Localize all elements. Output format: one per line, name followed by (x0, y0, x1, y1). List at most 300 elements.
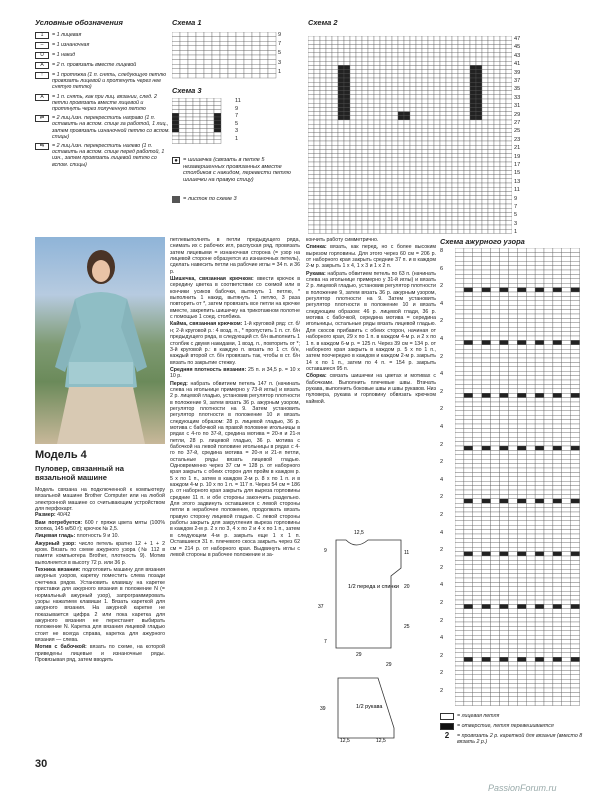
chart-cell (571, 279, 580, 283)
chart-cell (571, 459, 580, 463)
chart-cell (416, 208, 422, 212)
chart-cell (434, 120, 440, 124)
chart-cell (314, 154, 320, 158)
chart-cell (535, 508, 544, 512)
chart-cell (464, 141, 470, 145)
chart-cell (494, 112, 500, 116)
chart-cell (491, 270, 500, 274)
chart-cell (544, 446, 553, 450)
chart-cell (200, 125, 207, 129)
chart-cell (544, 296, 553, 300)
chart-cell (571, 552, 580, 556)
chart-cell (392, 95, 398, 99)
chart-cell (553, 248, 562, 252)
legend-item (35, 62, 170, 69)
chart-cell (446, 204, 452, 208)
chart-cell (386, 103, 392, 107)
chart-cell (326, 78, 332, 82)
chart-cell (326, 120, 332, 124)
chart-cell (464, 128, 470, 132)
chart-cell (368, 175, 374, 179)
chart-cell (362, 95, 368, 99)
chart-cell (482, 257, 491, 261)
chart-cell (482, 534, 491, 538)
chart-cell (244, 50, 252, 55)
chart-cell (476, 44, 482, 48)
chart-cell (476, 61, 482, 65)
chart-cell (434, 183, 440, 187)
chart-cell (320, 107, 326, 111)
chart-cell (508, 450, 517, 454)
chart-cell (553, 543, 562, 547)
chart-cell (428, 196, 434, 200)
chart-cell (562, 411, 571, 415)
chart-cell (440, 36, 446, 40)
chart-cell (464, 266, 473, 270)
chart-cell (470, 141, 476, 145)
chart-cell (488, 217, 494, 221)
chart-cell (458, 120, 464, 124)
chart-cell (332, 99, 338, 103)
chart-cell (544, 358, 553, 362)
chart-cell (500, 596, 509, 600)
chart-cell (500, 314, 509, 318)
chart-cell (398, 183, 404, 187)
chart-cell (464, 644, 473, 648)
row-label: 35 (514, 86, 521, 93)
chart-cell (338, 204, 344, 208)
chart-cell (571, 428, 580, 432)
chart-cell (410, 217, 416, 221)
chart-cell (326, 112, 332, 116)
chart-cell (482, 78, 488, 82)
chart-cell (320, 187, 326, 191)
chart-cell (356, 36, 362, 40)
chart-cell (491, 248, 500, 252)
chart-cell (491, 362, 500, 366)
chart-cell (455, 486, 464, 490)
chart-cell (562, 279, 571, 283)
chart-cell (332, 103, 338, 107)
chart-cell (228, 46, 236, 51)
chart-cell (562, 296, 571, 300)
chart-cell (416, 204, 422, 208)
chart-cell (508, 574, 517, 578)
paragraph-heading: Сборка: (306, 373, 327, 380)
chart-cell (344, 99, 350, 103)
chart-cell (338, 103, 344, 107)
chart-cell (386, 179, 392, 183)
chart-cell (488, 145, 494, 149)
chart-cell (553, 464, 562, 468)
chart-cell (332, 149, 338, 153)
chart-cell (476, 141, 482, 145)
chart-cell (476, 99, 482, 103)
chart-cell (308, 149, 314, 153)
bobble-note: = шишечка (связать в петле 5 незавершенных провязанных вместе столбиков с накидом, перевести петлю шишечки на правую спицу) (183, 157, 291, 183)
chart-cell (207, 128, 214, 132)
chart-cell (488, 107, 494, 111)
chart-cell (562, 516, 571, 520)
chart-cell (326, 70, 332, 74)
chart-cell (544, 679, 553, 683)
chart-cell (500, 521, 509, 525)
chart-cell (440, 141, 446, 145)
chart-cell (535, 613, 544, 617)
chart-cell (422, 112, 428, 116)
chart-cell (308, 179, 314, 183)
chart-cell (488, 128, 494, 132)
chart-cell (338, 212, 344, 216)
chart-cell (571, 508, 580, 512)
chart-cell (535, 635, 544, 639)
chart-cell (571, 701, 580, 705)
chart-cell (482, 653, 491, 657)
chart-cell (571, 609, 580, 613)
chart-cell (188, 41, 196, 46)
chart-cell (491, 393, 500, 397)
chart-cell (314, 200, 320, 204)
chart-cell (422, 200, 428, 204)
chart-cell (455, 340, 464, 344)
chart-cell (482, 323, 491, 327)
paragraph (35, 512, 165, 518)
chart-cell (356, 221, 362, 225)
chart-cell (207, 98, 214, 102)
chart-cell (500, 508, 509, 512)
scheme1-title: Схема 1 (172, 18, 202, 27)
chart-cell (571, 538, 580, 542)
chart-cell (464, 459, 473, 463)
chart-cell (482, 428, 491, 432)
chart-cell (500, 367, 509, 371)
chart-cell (362, 175, 368, 179)
chart-cell (374, 91, 380, 95)
chart-cell (332, 217, 338, 221)
chart-cell (308, 229, 314, 233)
dimension-label: 12,5 (354, 530, 364, 536)
chart-cell (172, 128, 179, 132)
chart-cell (508, 582, 517, 586)
chart-cell (455, 301, 464, 305)
chart-cell (392, 187, 398, 191)
chart-cell (422, 187, 428, 191)
chart-cell (362, 133, 368, 137)
chart-cell (368, 183, 374, 187)
chart-cell (544, 279, 553, 283)
chart-cell (236, 69, 244, 74)
chart-cell (535, 578, 544, 582)
chart-cell (476, 204, 482, 208)
chart-cell (482, 494, 491, 498)
chart-cell (422, 221, 428, 225)
chart-cell (320, 49, 326, 53)
chart-cell (562, 688, 571, 692)
paragraph (35, 541, 165, 566)
chart-cell (338, 112, 344, 116)
chart-cell (491, 477, 500, 481)
chart-cell (491, 472, 500, 476)
chart-cell (562, 318, 571, 322)
stitch-symbol-icon: – (35, 42, 49, 49)
chart-cell (571, 587, 580, 591)
chart-cell (535, 622, 544, 626)
chart-cell (374, 145, 380, 149)
chart-cell (410, 53, 416, 57)
chart-cell (380, 166, 386, 170)
chart-cell (464, 70, 470, 74)
chart-cell (332, 44, 338, 48)
chart-cell (464, 530, 473, 534)
chart-cell (464, 631, 473, 635)
chart-cell (452, 191, 458, 195)
chart-cell (374, 212, 380, 216)
chart-cell (368, 112, 374, 116)
row-label: 1 (514, 229, 518, 236)
chart-cell (446, 145, 452, 149)
chart-cell (200, 132, 207, 136)
chart-cell (344, 204, 350, 208)
chart-cell (562, 428, 571, 432)
chart-cell (571, 266, 580, 270)
chart-cell (508, 640, 517, 644)
chart-cell (535, 323, 544, 327)
chart-cell (314, 86, 320, 90)
chart-cell (446, 53, 452, 57)
chart-cell (344, 86, 350, 90)
chart-cell (535, 534, 544, 538)
chart-cell (356, 74, 362, 78)
chart-cell (470, 91, 476, 95)
chart-cell (500, 124, 506, 128)
chart-cell (508, 666, 517, 670)
chart-cell (434, 154, 440, 158)
chart-cell (526, 472, 535, 476)
chart-cell (464, 323, 473, 327)
chart-cell (544, 543, 553, 547)
chart-cell (179, 98, 186, 102)
chart-cell (464, 587, 473, 591)
chart-cell (544, 670, 553, 674)
chart-cell (326, 212, 332, 216)
chart-cell (362, 91, 368, 95)
row-label: 33 (514, 94, 521, 101)
paragraph-body: 25 п. и 34,5 р. = 10 x 10 р. (170, 366, 300, 380)
chart-cell (172, 37, 180, 42)
chart-cell (526, 486, 535, 490)
chart-cell (482, 248, 491, 252)
chart-cell (186, 117, 193, 121)
chart-cell (553, 591, 562, 595)
chart-cell (482, 270, 491, 274)
chart-cell (571, 446, 580, 450)
chart-cell (446, 112, 452, 116)
chart-cell (362, 74, 368, 78)
chart-cell (416, 200, 422, 204)
chart-cell (464, 149, 470, 153)
chart-cell (422, 179, 428, 183)
chart-cell (500, 283, 509, 287)
chart-cell (220, 64, 228, 69)
text-column-1 (35, 487, 165, 732)
chart-cell (553, 437, 562, 441)
chart-cell (422, 183, 428, 187)
chart-cell (392, 141, 398, 145)
stitch-symbol-icon: ⇄ (35, 115, 49, 122)
chart-cell (508, 587, 517, 591)
chart-cell (500, 229, 506, 233)
chart-cell (428, 112, 434, 116)
chart-cell (398, 61, 404, 65)
chart-cell (562, 450, 571, 454)
chart-cell (488, 112, 494, 116)
chart-cell (326, 170, 332, 174)
chart-cell (455, 371, 464, 375)
chart-cell (338, 128, 344, 132)
chart-cell (526, 292, 535, 296)
chart-cell (562, 354, 571, 358)
chart-cell (416, 65, 422, 69)
chart-cell (446, 225, 452, 229)
chart-cell (500, 200, 506, 204)
chart-cell (500, 279, 509, 283)
sleeve-label: 1/2 рукава (356, 704, 383, 710)
chart-cell (491, 675, 500, 679)
chart-cell (508, 565, 517, 569)
chart-cell (356, 133, 362, 137)
chart-cell (476, 179, 482, 183)
chart-cell (482, 128, 488, 132)
chart-cell (508, 266, 517, 270)
chart-cell (440, 99, 446, 103)
chart-cell (455, 578, 464, 582)
chart-cell (517, 455, 526, 459)
chart-cell (338, 133, 344, 137)
chart-cell (410, 212, 416, 216)
chart-cell (464, 288, 473, 292)
chart-cell (422, 208, 428, 212)
chart-cell (308, 154, 314, 158)
chart-cell (434, 141, 440, 145)
chart-cell (553, 442, 562, 446)
chart-cell (562, 587, 571, 591)
chart-cell (500, 538, 509, 542)
chart-cell (416, 133, 422, 137)
chart-cell (464, 345, 473, 349)
chart-cell (455, 587, 464, 591)
chart-cell (196, 55, 204, 60)
chart-cell (356, 179, 362, 183)
chart-cell (422, 86, 428, 90)
chart-cell (464, 124, 470, 128)
chart-cell (544, 459, 553, 463)
chart-cell (482, 170, 488, 174)
chart-cell (506, 112, 512, 116)
chart-cell (464, 283, 473, 287)
chart-cell (392, 204, 398, 208)
chart-cell (260, 60, 268, 65)
chart-cell (553, 613, 562, 617)
chart-cell (314, 145, 320, 149)
chart-cell (410, 40, 416, 44)
chart-cell (482, 631, 491, 635)
chart-cell (500, 411, 509, 415)
chart-cell (494, 217, 500, 221)
chart-cell (464, 424, 473, 428)
chart-cell (473, 310, 482, 314)
chart-cell (446, 154, 452, 158)
chart-cell (416, 120, 422, 124)
chart-cell (344, 128, 350, 132)
chart-cell (350, 187, 356, 191)
chart-cell (562, 371, 571, 375)
chart-cell (320, 145, 326, 149)
chart-cell (517, 670, 526, 674)
chart-cell (392, 183, 398, 187)
chart-cell (562, 538, 571, 542)
chart-cell (571, 252, 580, 256)
chart-cell (508, 336, 517, 340)
chart-cell (452, 78, 458, 82)
chart-cell (422, 53, 428, 57)
chart-cell (416, 196, 422, 200)
chart-cell (308, 78, 314, 82)
chart-cell (500, 95, 506, 99)
chart-cell (374, 225, 380, 229)
chart-cell (398, 49, 404, 53)
chart-cell (526, 578, 535, 582)
chart-cell (464, 274, 473, 278)
chart-cell (464, 57, 470, 61)
chart-cell (196, 32, 204, 37)
chart-cell (386, 40, 392, 44)
chart-cell (172, 32, 180, 37)
chart-cell (455, 499, 464, 503)
chart-cell (562, 662, 571, 666)
chart-cell (410, 103, 416, 107)
chart-cell (464, 371, 473, 375)
chart-cell (398, 217, 404, 221)
chart-cell (308, 99, 314, 103)
chart-cell (308, 103, 314, 107)
chart-cell (544, 376, 553, 380)
legend-text: = 2 лиц./изн. перекрестить налево (1 п. оставить на вспом. спице перед работой, 1 изн., затем провязать лицевой петлю со вспом. спицы) (52, 143, 165, 168)
chart-cell (494, 44, 500, 48)
chart-cell (464, 635, 473, 639)
chart-cell (562, 679, 571, 683)
chart-cell (455, 252, 464, 256)
chart-cell (562, 433, 571, 437)
chart-cell (517, 296, 526, 300)
chart-cell (446, 158, 452, 162)
chart-cell (398, 65, 404, 69)
chart-cell (473, 494, 482, 498)
chart-cell (473, 389, 482, 393)
chart-cell (526, 692, 535, 696)
chart-cell (526, 301, 535, 305)
chart-cell (526, 556, 535, 560)
chart-cell (464, 354, 473, 358)
chart-cell (326, 162, 332, 166)
chart-cell (491, 494, 500, 498)
chart-cell (440, 191, 446, 195)
chart-cell (356, 162, 362, 166)
row-label: 4 (440, 476, 444, 483)
chart-cell (470, 145, 476, 149)
chart-cell (526, 538, 535, 542)
chart-cell (392, 149, 398, 153)
chart-cell (526, 662, 535, 666)
